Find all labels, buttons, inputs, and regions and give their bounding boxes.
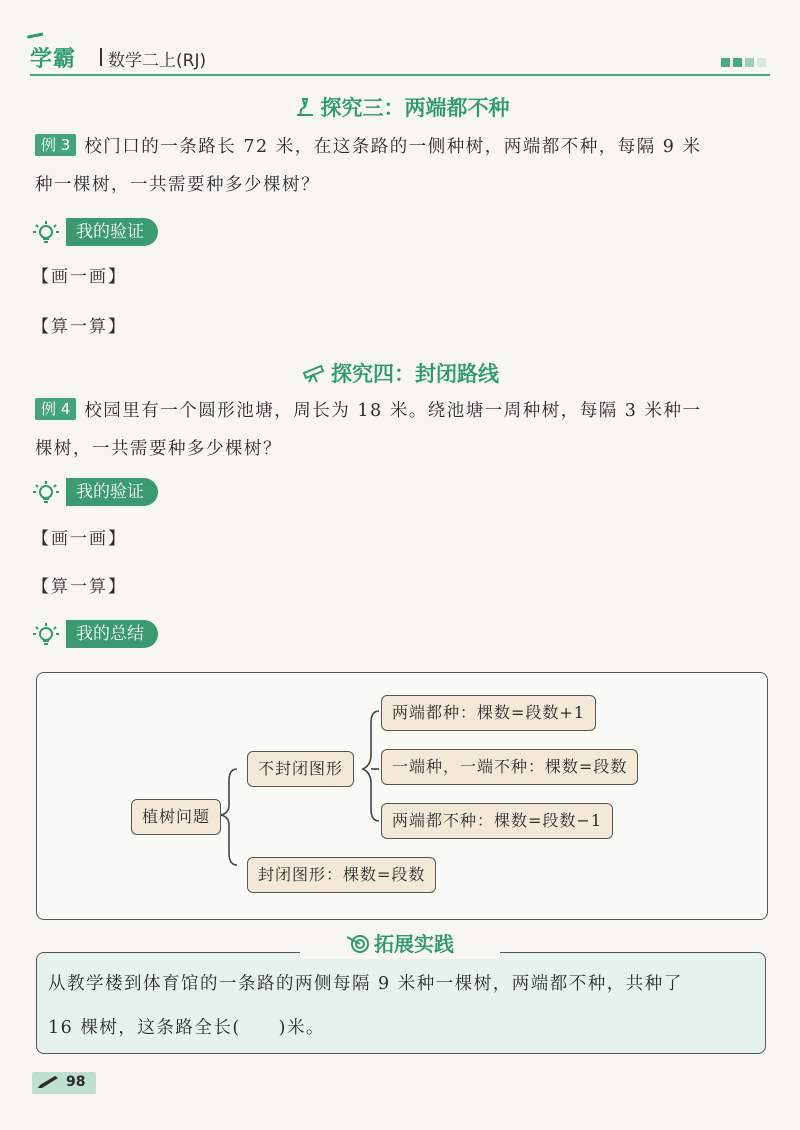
draw-prompt-4: 【画一画】 — [32, 529, 127, 549]
calc-prompt-3: 【算一算】 — [32, 317, 127, 337]
example-tag: 例 4 — [35, 398, 76, 420]
target-icon — [346, 934, 370, 954]
case-none-node: 两端都不种：棵数=段数−1 — [381, 803, 613, 839]
lightbulb-icon — [32, 220, 60, 246]
example-4: 例 4 校园里有一个圆形池塘，周长为 18 米。绕池塘一周种树，每隔 3 米种一 棵树，一共需要种多少棵树？ — [35, 400, 702, 459]
microscope-icon — [291, 97, 317, 117]
page-header — [30, 40, 770, 76]
section3-title: 探究三：两端都不种 — [0, 92, 800, 122]
extension-question: 从教学楼到体育馆的一条路的两侧每隔 9 米种一棵树，两端都不种，共种了 16 棵树，这条路全长( )米。 — [48, 974, 683, 1038]
header-decoration — [721, 58, 766, 67]
telescope-icon — [301, 363, 327, 383]
brand-logo: 学霸 — [30, 47, 77, 72]
page-number-badge — [32, 1072, 96, 1094]
root-node: 植树问题 — [131, 799, 221, 835]
header-divider — [30, 74, 770, 76]
lightbulb-icon — [32, 480, 60, 506]
closed-shape-node: 封闭图形：棵数=段数 — [247, 857, 436, 893]
draw-prompt-3: 【画一画】 — [32, 267, 127, 287]
example-tag: 例 3 — [35, 134, 76, 156]
summary-diagram — [36, 672, 768, 920]
case-one-node: 一端种，一端不种：棵数=段数 — [381, 749, 638, 785]
page-number: 98 — [66, 1074, 86, 1090]
extension-title: 拓展实践 — [300, 929, 500, 959]
case-both-node: 两端都种：棵数=段数+1 — [381, 695, 596, 731]
open-shape-node: 不封闭图形 — [247, 751, 354, 787]
section4-title: 探究四：封闭路线 — [0, 358, 800, 388]
calc-prompt-4: 【算一算】 — [32, 577, 127, 597]
pencil-icon — [36, 1076, 62, 1090]
example-3: 例 3 校门口的一条路长 72 米，在这条路的一侧种树，两端都不种，每隔 9 米 种一棵树，一共需要种多少棵树？ — [35, 136, 702, 195]
lightbulb-icon — [32, 622, 60, 648]
book-title: 数学二上(RJ) — [108, 46, 206, 71]
